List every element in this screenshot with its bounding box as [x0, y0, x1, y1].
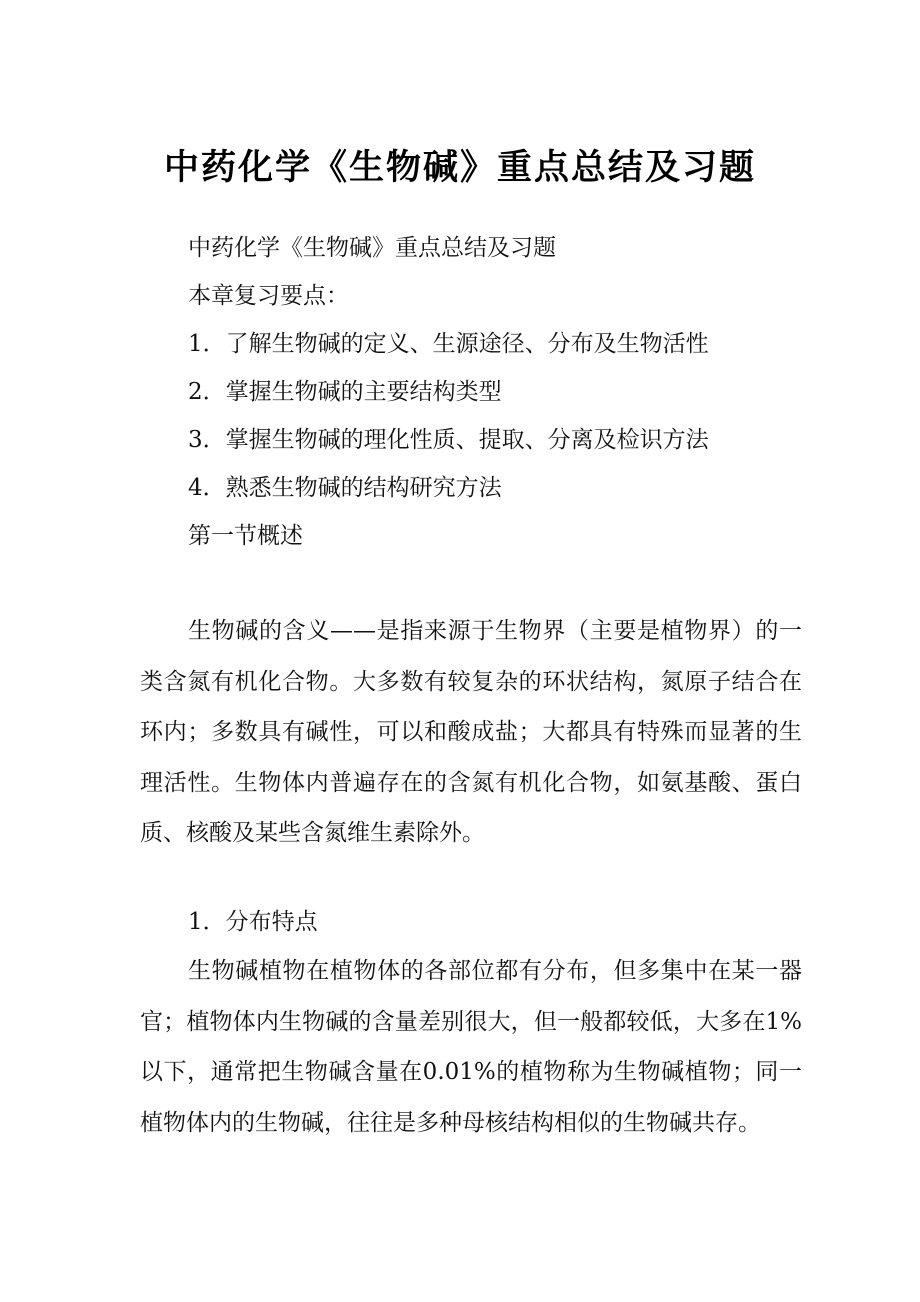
review-point: 1．了解生物碱的定义、生源途径、分布及生物活性 — [188, 331, 709, 357]
distribution-paragraph: 生物碱植物在植物体的各部位都有分布，但多集中在某一器官；植物体内生物碱的含量差别很大，但一般都较低，大多在1%以下，通常把生物碱含量在0.01%的植物称为生物碱植物；同一植物体内的生物碱，往往是多种母核结构相似的生物碱共存。 — [140, 958, 802, 1136]
definition-paragraph: 生物碱的含义——是指来源于生物界（主要是植物界）的一类含氮有机化合物。大多数有较复杂的环状结构，氮原子结合在环内；多数具有碱性，可以和酸成盐；大都具有特殊而显著的生理活性。生物体内普遍存在的含氮有机化合物，如氨基酸、蛋白质、核酸及某些含氮维生素除外。 — [140, 618, 802, 846]
section-heading: 第一节概述 — [188, 523, 303, 549]
subsection-heading: 1．分布特点 — [188, 909, 318, 935]
document-title: 中药化学《生物碱》重点总结及习题 — [163, 147, 756, 188]
review-point: 3．掌握生物碱的理化性质、提取、分离及检识方法 — [188, 427, 709, 453]
review-heading: 本章复习要点： — [188, 283, 349, 309]
review-point: 4．熟悉生物碱的结构研究方法 — [188, 475, 502, 501]
document-subtitle: 中药化学《生物碱》重点总结及习题 — [188, 235, 556, 261]
review-point: 2．掌握生物碱的主要结构类型 — [188, 379, 502, 405]
